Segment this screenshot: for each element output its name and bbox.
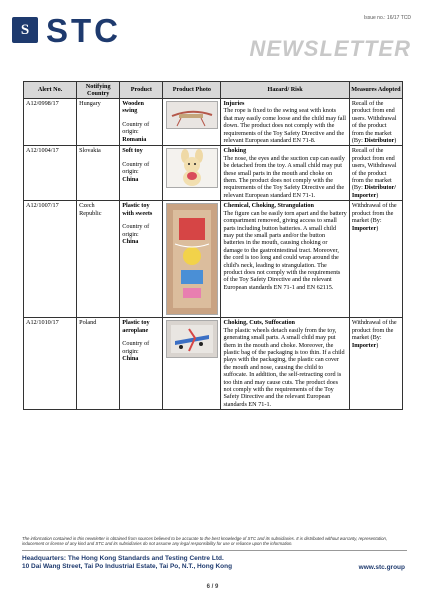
hazard-description: The rope is fixed to the swing seat with knots that may easily come loose and the child may fall down. The product does not comply with the requirements of the Toy Safety Directive and the relevant European standard EN 71-8. bbox=[223, 107, 346, 145]
origin-country: China bbox=[122, 175, 139, 183]
alerts-table bbox=[23, 81, 403, 410]
measures-text: Withdrawal of the product from the market bbox=[351, 319, 397, 342]
product-cell bbox=[120, 146, 163, 201]
measures-end: ) bbox=[376, 191, 379, 199]
newsletter-title: NEWSLETTER bbox=[249, 36, 411, 61]
hazard-title: Choking bbox=[223, 147, 247, 155]
disclaimer-text: The information contained in this newsletter is obtained from sources believed to be accurate to the best knowledge of STC and its subsidiaries. It is distributed without warranty, representation, inducement or license of any kind and STC and its subsidiaries do not assume any legal responsibility for use or reliance upon the information. bbox=[22, 536, 388, 546]
origin-label: Country of origin: bbox=[122, 223, 150, 238]
alert-number: A12/1004/17 bbox=[24, 146, 77, 201]
notifying-country: Slovakia bbox=[77, 146, 120, 201]
measures-by: (By: bbox=[370, 334, 382, 342]
hazard-title: Chemical, Choking, Strangulation bbox=[223, 202, 314, 210]
hq-line-1: Headquarters: The Hong Kong Standards and Testing Centre Ltd. bbox=[22, 555, 224, 562]
wooden-swing-photo bbox=[166, 101, 218, 129]
origin-label: Country of origin: bbox=[122, 160, 150, 176]
col-header-hazard: Hazard/ Risk bbox=[221, 82, 349, 99]
website-link[interactable]: www.stc.group bbox=[358, 564, 405, 571]
hazard-title: Injuries bbox=[223, 100, 245, 107]
measures-by: (By: bbox=[351, 184, 365, 192]
hq-line-2: 10 Dai Wang Street, Tai Po Industrial Estate, Tai Po, N.T., Hong Kong bbox=[22, 563, 233, 570]
notifying-country: Poland bbox=[77, 318, 120, 410]
alert-number: A12/0998/17 bbox=[24, 99, 77, 146]
table-row bbox=[24, 318, 403, 410]
photo-cell bbox=[163, 201, 221, 318]
origin-country: China bbox=[122, 354, 139, 362]
origin-label: Country of origin: bbox=[122, 120, 150, 136]
product-name: Wooden swing bbox=[122, 100, 144, 115]
measures-cell bbox=[349, 99, 402, 146]
measures-cell bbox=[349, 146, 402, 201]
headquarters-address bbox=[22, 555, 232, 571]
measures-by: (By: bbox=[351, 137, 365, 145]
product-cell bbox=[120, 318, 163, 410]
logo-letter: S bbox=[20, 22, 30, 38]
col-header-country: Notifying Country bbox=[77, 82, 120, 99]
origin-country: China bbox=[122, 237, 139, 245]
measures-by: (By: bbox=[370, 217, 382, 225]
table-row bbox=[24, 146, 403, 201]
col-header-alert: Alert No. bbox=[24, 82, 77, 99]
footer-divider bbox=[22, 550, 407, 551]
alert-number: A12/1007/17 bbox=[24, 201, 77, 318]
issue-number: Issue no.: 16/17 TCD bbox=[363, 15, 411, 21]
plastic-toy-sweets-photo bbox=[166, 203, 218, 315]
hazard-cell bbox=[221, 318, 349, 410]
table-row bbox=[24, 99, 403, 146]
hazard-description: The nose, the eyes and the suction cup can easily be detached from the toy. A small child may put these small parts in the mouth and choke on them. The product does not comply with the requirements of the Toy Safety Directive and the relevant European standard EN 71-1. bbox=[223, 154, 345, 199]
plastic-toy-aeroplane-photo bbox=[166, 320, 218, 358]
measures-end: ) bbox=[376, 224, 379, 232]
origin-label: Country of origin: bbox=[122, 340, 150, 355]
measures-cell bbox=[349, 201, 402, 318]
measures-actor: Importer bbox=[351, 341, 377, 349]
product-cell bbox=[120, 99, 163, 146]
measures-text: Recall of the product from end users. Withdrawal of the product from the market bbox=[351, 100, 397, 137]
notifying-country: Hungary bbox=[77, 99, 120, 146]
measures-actor: Distributor bbox=[364, 137, 395, 145]
col-header-product: Product bbox=[120, 82, 163, 99]
notifying-country: Czech Republic bbox=[77, 201, 120, 318]
table-row bbox=[24, 201, 403, 318]
stc-logo-icon bbox=[12, 17, 38, 43]
product-name: Plastic toy with sweets bbox=[122, 202, 153, 217]
hazard-cell bbox=[221, 146, 349, 201]
hazard-description: The figure can be easily torn apart and the battery compartment removed, giving access to small parts including button batteries. A small child may put the small parts and/or the button batteries in the mouth, causing choking or damage to the gastrointestinal tract. Moreover, the cord is too long and could wrap around the child's neck, leading to strangulation. The product does not comply with the requirements of the Toy Safety Directive and the relevant European standards EN 71-1 and EN 62115. bbox=[223, 209, 347, 291]
measures-text: Recall of the product from end users, Withdrawal of the product from the market bbox=[351, 147, 397, 185]
measures-actor: Distributor/ Importer bbox=[351, 184, 396, 199]
page-header bbox=[0, 0, 425, 70]
photo-cell bbox=[163, 146, 221, 201]
page-number: 6 / 9 bbox=[206, 584, 219, 590]
hazard-title: Choking, Cuts, Suffocation bbox=[223, 319, 296, 327]
measures-text: Withdrawal of the product from the market bbox=[351, 202, 397, 225]
photo-cell bbox=[163, 99, 221, 146]
measures-actor: Importer bbox=[351, 224, 377, 232]
origin-country: Romania bbox=[122, 135, 147, 143]
photo-cell bbox=[163, 318, 221, 410]
brand-name: STC bbox=[46, 12, 121, 49]
measures-cell bbox=[349, 318, 402, 410]
product-cell bbox=[120, 201, 163, 318]
alert-number: A12/1010/17 bbox=[24, 318, 77, 410]
measures-end: ) bbox=[394, 137, 397, 145]
product-name: Plastic toy aeroplane bbox=[122, 319, 150, 334]
col-header-photo: Product Photo bbox=[163, 82, 221, 99]
col-header-measures: Measures Adopted bbox=[349, 82, 402, 99]
hazard-cell bbox=[221, 201, 349, 318]
hazard-cell bbox=[221, 99, 349, 146]
product-name: Soft toy bbox=[122, 147, 143, 155]
soft-toy-photo bbox=[166, 148, 218, 188]
measures-end: ) bbox=[376, 341, 379, 349]
table-header-row bbox=[24, 82, 403, 99]
hazard-description: The plastic wheels detach easily from the toy, generating small parts. A small child may put them in the mouth and choke. Moreover, the plastic bag of the packaging is too thin. If a child plays with the packaging, the plastic can cover the mouth and nose, causing the child to suffocate. In addition, the self-retracting cord is too thin and may cause cuts. The product does not comply with the requirements of the Toy Safety Directive and the relevant European standards EN 71-1. bbox=[223, 326, 345, 408]
